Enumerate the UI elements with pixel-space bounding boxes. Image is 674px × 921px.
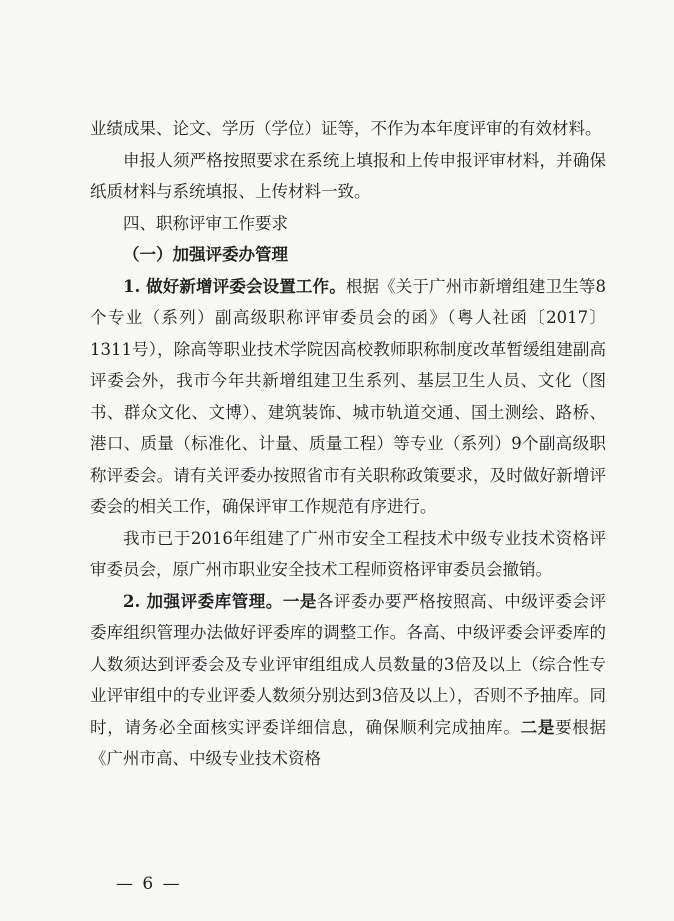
paragraph-continuation: 业绩成果、论文、学历（学位）证等，不作为本年度评审的有效材料。 [90,119,602,138]
paragraph-safety: 我市已于2016年组建了广州市安全工程技术中级专业技术资格评审委员会，原广州市职业安全技术工程师资格评审委员会撤销。 [90,528,606,579]
section-heading-4: 四、职称评审工作要求 [123,213,288,233]
body-text [90,113,606,775]
item-1-text: 根据《关于广州市新增组建卫生等8个专业（系列）副高级职称评审委员会的函》（粤人社函〔2017〕1311号），除高等职业技术学院因高校教师职称制度改革暂缓组建副高评委会外，我市今年共新增组建卫生系列、基层卫生人员、文化（图书、群众文化、文博）、建筑装饰、城市轨道交通、国土测绘、路桥、港口、质量（标准化、计量、质量工程）等专业（系列）9个副高级职称评委会。请有关评委办按照省市有关职称政策要求，及时做好新增评委会的相关工作，确保评审工作规范有序进行。 [90,276,606,516]
item-2-title: 2. 加强评委库管理。 [123,591,283,611]
item-2-mark-1: 一是 [282,591,317,611]
item-2-text-1: 各评委办要严格按照高、中级评委会评委库组织管理办法做好评委库的调整工作。各高、中级评委会评委库的人数须达到评委会及专业评审组组成人员数量的3倍及以上（综合性专业评审组中的专业评委人数须分别达到3倍及以上），否则不予抽库。同时，请务必全面核实评委详细信息，确保顺利完成抽库。 [90,591,606,737]
item-1-title: 1. 做好新增评委会设置工作。 [123,276,346,296]
item-2-mark-2: 二是 [520,717,556,737]
subsection-heading-1: （一）加强评委办管理 [123,245,288,264]
item-2 [90,586,606,775]
item-2-text-2: 要根据《广州市高、中级专业技术资格 [90,717,607,768]
paragraph-materials: 申报人须严格按照要求在系统上填报和上传申报评审材料，并确保纸质材料与系统填报、上传材料一致。 [90,150,606,201]
page-number: — 6 — [116,874,182,894]
item-1 [90,271,606,523]
